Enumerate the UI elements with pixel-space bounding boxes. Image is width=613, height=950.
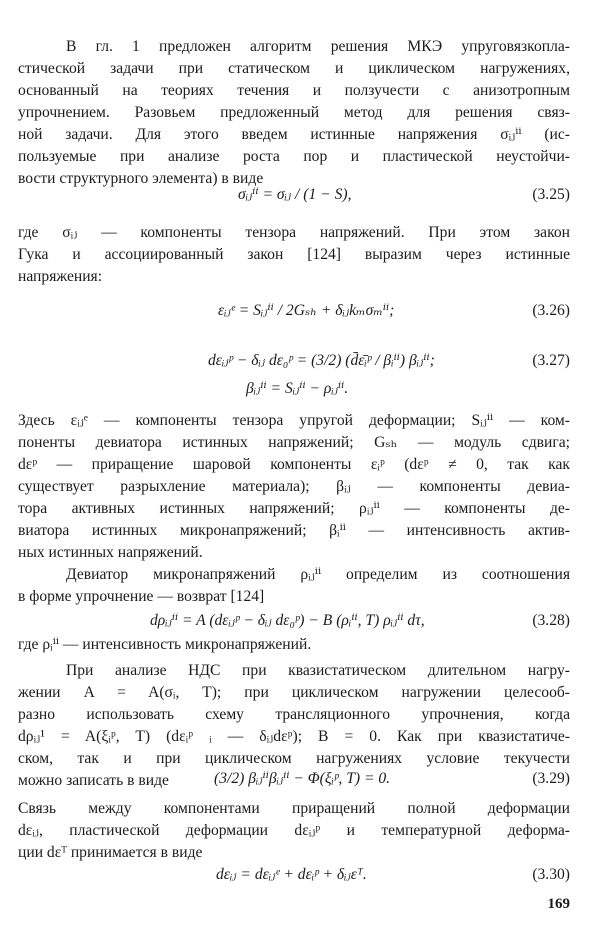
equation-number: (3.26) xyxy=(532,302,570,319)
text-line: Здесь εᵢⱼᵉ — компоненты тензора упругой деформации; Sᵢⱼⁱⁱ — ком- xyxy=(18,412,570,429)
text-line: основанный на теориях течения и ползучести с анизотропным xyxy=(18,82,570,99)
text-line: ных истинных напряжений. xyxy=(18,544,203,561)
equation-number: (3.29) xyxy=(532,770,570,787)
equation-number: (3.27) xyxy=(532,352,570,369)
text-line: вости структурного элемента) в виде xyxy=(18,170,264,187)
equation-number: (3.28) xyxy=(532,612,570,629)
equation-3-28: dρᵢⱼⁱⁱ = A (dεᵢⱼᵖ − δᵢⱼ dε₀ᵖ) − B (ρᵢⁱⁱ, T) ρᵢⱼⁱⁱ dτ, xyxy=(150,612,425,629)
text-line: При анализе НДС при квазистатическом длительном нагру- xyxy=(66,662,570,679)
text-line: стической задачи при статическом и циклическом нагружениях, xyxy=(18,60,570,77)
text-line: ском, так и при циклическом нагружениях условие текучести xyxy=(18,750,570,767)
text-line: где σᵢⱼ — компоненты тензора напряжений. При этом закон xyxy=(18,224,570,241)
text-line: в форме упрочнение — возврат [124] xyxy=(18,588,265,605)
page-number: 169 xyxy=(547,896,570,912)
equation-3-26: εᵢⱼᵉ = Sᵢⱼⁱⁱ / 2Gₛₕ + δᵢⱼkₘσₘⁱⁱ; xyxy=(218,302,395,319)
text-line: В гл. 1 предложен алгоритм решения МКЭ упруговязкопла- xyxy=(66,38,570,55)
equation-3-25: σᵢⱼⁱⁱ = σᵢⱼ / (1 − S), xyxy=(238,186,352,203)
text-line: Гука и ассоциированный закон [124] выразим через истинные xyxy=(18,246,570,263)
text-line: пользуемые при анализе роста пор и пластической неустойчи- xyxy=(18,148,570,165)
text-line: разно использовать схему трансляционного упрочнения, когда xyxy=(18,706,570,723)
text-line: ции dεᵀ принимается в виде xyxy=(18,844,203,861)
text-line: ной задачи. Для этого введем истинные напряжения σᵢⱼⁱⁱ (ис- xyxy=(18,126,570,143)
text-line: упрочнением. Разовьем предложенный метод для решения связ- xyxy=(18,104,570,121)
equation-3-27b: βᵢⱼⁱⁱ = Sᵢⱼⁱⁱ − ρᵢⱼⁱⁱ. xyxy=(246,380,349,397)
text-line: Связь между компонентами приращений полной деформации xyxy=(18,800,570,817)
equation-number: (3.25) xyxy=(532,186,570,203)
text-line: напряжения: xyxy=(18,268,103,285)
text-line: dεᵖ — приращение шаровой компоненты εᵢᵖ (dεᵖ ≠ 0, так как xyxy=(18,456,570,473)
equation-number: (3.30) xyxy=(532,866,570,883)
equation-3-30: dεᵢⱼ = dεᵢⱼᵉ + dεᵢᵖ + δᵢⱼεᵀ. xyxy=(216,866,367,883)
text-line: поненты девиатора истинных напряжений; Gₛₕ — модуль сдвига; xyxy=(18,434,570,451)
text-line: где ρᵢⁱⁱ — интенсивность микронапряжений. xyxy=(18,636,312,653)
equation-3-29: (3/2) βᵢⱼⁱⁱβᵢⱼⁱⁱ − Φ(ξᵢᵖ, T) = 0. xyxy=(214,770,391,787)
text-line: тора активных истинных напряжений; ρᵢⱼⁱⁱ — компоненты де- xyxy=(18,500,570,517)
text-line: виатора истинных микронапряжений; βᵢⁱⁱ — интенсивность актив- xyxy=(18,522,570,539)
text-line: можно записать в виде xyxy=(18,772,169,789)
equation-3-27: dεᵢⱼᵖ − δᵢⱼ dε₀ᵖ = (3/2) (d̄ε̄ᵢᵖ / βᵢⁱⁱ) βᵢⱼⁱⁱ; xyxy=(208,352,435,369)
text-line: жении A = A(σᵢ, T); при циклическом нагружении целесооб- xyxy=(18,684,570,701)
text-line: Девиатор микронапряжений ρᵢⱼⁱⁱ определим из соотношения xyxy=(66,566,570,583)
text-line: dρᵢⱼ¹ = A(ξᵢᵖ, T) (dεᵢᵖ ᵢ — δᵢⱼdεᵖ); B = 0. Как при квазистатиче- xyxy=(18,728,570,745)
text-line: dεᵢⱼ, пластической деформации dεᵢⱼᵖ и температурной деформа- xyxy=(18,822,570,839)
text-line: существует разрыхление материала); βᵢⱼ — компоненты девиа- xyxy=(18,478,570,495)
